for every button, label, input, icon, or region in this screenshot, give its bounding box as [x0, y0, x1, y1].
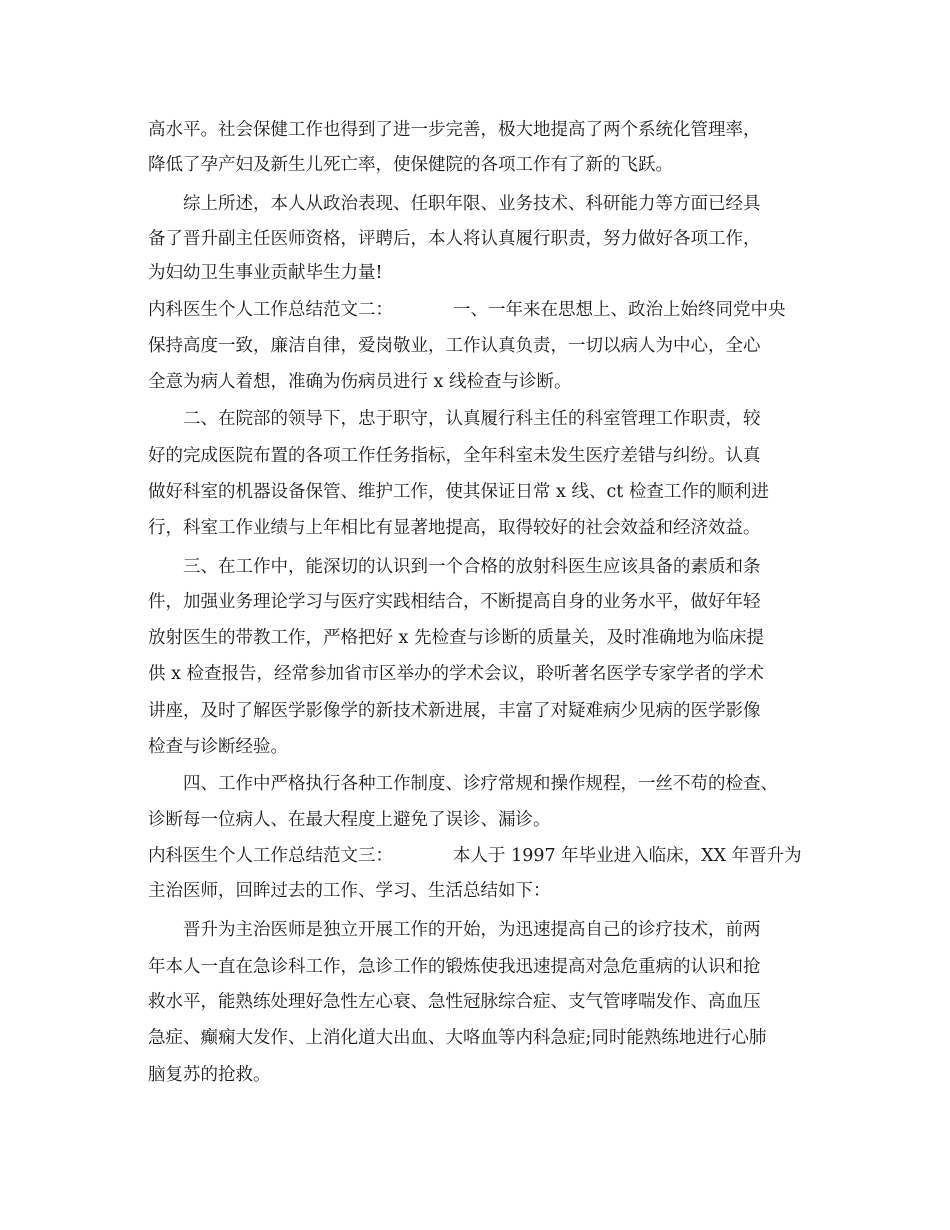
- text-line: 供 x 检查报告，经常参加省市区举办的学术会议，聆听著名医学专家学者的学术: [148, 664, 764, 684]
- heading-text: 一、一年来在思想上、政治上始终同党中央: [453, 300, 786, 320]
- text-line: 件，加强业务理论学习与医疗实践相结合，不断提高自身的业务水平，做好年轻: [148, 592, 761, 612]
- text-line: 年本人一直在急诊科工作，急诊工作的锻炼使我迅速提高对急危重病的认识和抢: [148, 957, 761, 977]
- text-line: 保持高度一致，廉洁自律，爱岗敬业，工作认真负责，一切以病人为中心，全心: [148, 336, 761, 356]
- text-line: 降低了孕产妇及新生儿死亡率，使保健院的各项工作有了新的飞跃。: [148, 155, 673, 175]
- text-line: 做好科室的机器设备保管、维护工作，使其保证日常 x 线、ct 检查工作的顺利进: [148, 482, 769, 502]
- heading-title: 内科医生个人工作总结范文二：: [148, 300, 393, 320]
- section-heading-2: [148, 298, 786, 322]
- text-line: 讲座，及时了解医学影像学的新技术新进展，丰富了对疑难病少见病的医学影像: [148, 701, 761, 721]
- text-line: 检查与诊断经验。: [148, 737, 288, 757]
- text-line: 诊断每一位病人、在最大程度上避免了误诊、漏诊。: [148, 810, 551, 830]
- heading-text: 本人于 1997 年毕业进入临床，XX 年晋升为: [453, 846, 802, 866]
- text-line: 三、在工作中，能深切的认识到一个合格的放射科医生应该具备的素质和条: [183, 557, 761, 577]
- text-line: 脑复苏的抢救。: [148, 1065, 271, 1085]
- text-line: 晋升为主治医师是独立开展工作的开始，为迅速提高自己的诊疗技术，前两: [183, 920, 761, 940]
- heading-title: 内科医生个人工作总结范文三：: [148, 846, 393, 866]
- text-line: 二、在院部的领导下，忠于职守，认真履行科主任的科室管理工作职责，较: [183, 409, 761, 429]
- section-heading-3: [148, 844, 802, 868]
- text-line: 全意为病人着想，准确为伤病员进行 x 线检查与诊断。: [148, 372, 572, 392]
- text-line: 行，科室工作业绩与上年相比有显著地提高，取得较好的社会效益和经济效益。: [148, 518, 761, 538]
- text-line: 高水平。社会保健工作也得到了进一步完善，极大地提高了两个系统化管理率，: [148, 120, 761, 140]
- text-line: 为妇幼卫生事业贡献毕生力量!: [148, 263, 383, 283]
- text-line: 四、工作中严格执行各种工作制度、诊疗常规和操作规程，一丝不苟的检查、: [183, 774, 778, 794]
- text-line: 好的完成医院布置的各项工作任务指标，全年科室未发生医疗差错与纠纷。认真: [148, 446, 761, 466]
- text-line: 主治医师，回眸过去的工作、学习、生活总结如下：: [148, 881, 551, 901]
- text-line: 急症、癫痫大发作、上消化道大出血、大咯血等内科急症;同时能熟练地进行心肺: [148, 1028, 767, 1048]
- text-line: 救水平，能熟练处理好急性左心衰、急性冠脉综合症、支气管哮喘发作、高血压: [148, 992, 761, 1012]
- text-line: 综上所述，本人从政治表现、任职年限、业务技术、科研能力等方面已经具: [183, 194, 761, 214]
- text-line: 放射医生的带教工作，严格把好 x 先检查与诊断的质量关，及时准确地为临床提: [148, 628, 764, 648]
- text-line: 备了晋升副主任医师资格，评聘后，本人将认真履行职责，努力做好各项工作，: [148, 229, 761, 249]
